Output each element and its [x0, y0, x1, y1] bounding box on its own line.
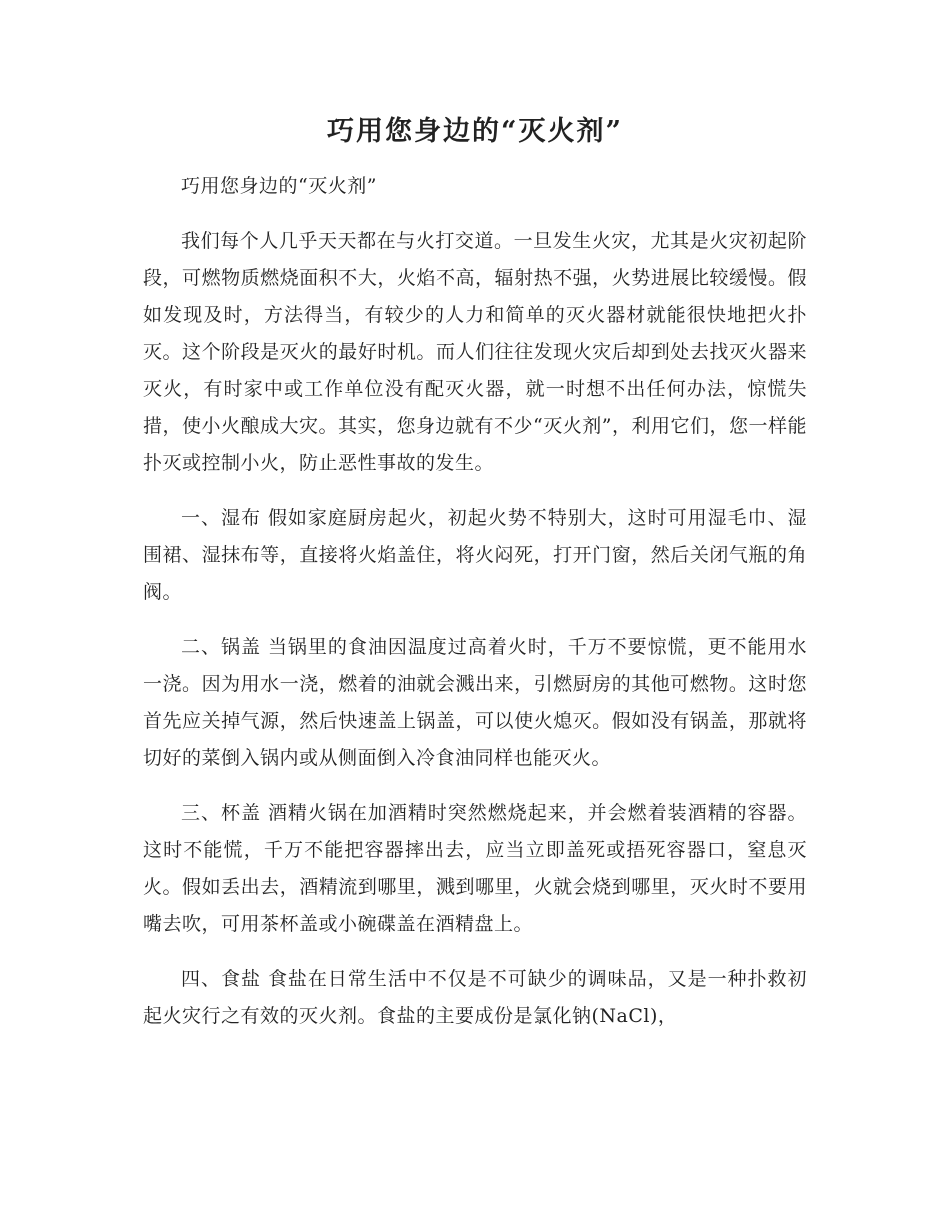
paragraph-salt: 四、食盐 食盐在日常生活中不仅是不可缺少的调味品，又是一种扑救初起火灾行之有效的灭火剂。食盐的主要成份是氯化钠(NaCl)， — [143, 968, 807, 1027]
document-title: 巧用您身边的“灭火剂” — [326, 116, 624, 147]
paragraph-intro: 我们每个人几乎天天都在与火打交道。一旦发生火灾，尤其是火灾初起阶段，可燃物质燃烧面积不大，火焰不高，辐射热不强，火势进展比较缓慢。假如发现及时，方法得当，有较少的人力和简单的灭火器材就能很快地把火扑灭。这个阶段是灭火的最好时机。而人们往往发现火灾后却到处去找灭火器来灭火，有时家中或工作单位没有配灭火器，就一时想不出任何办法，惊慌失措，使小火酿成大灾。其实，您身边就有不少“灭火剂”，利用它们，您一样能扑灭或控制小火，防止恶性事故的发生。 — [143, 230, 807, 474]
paragraph-subtitle: 巧用您身边的“灭火剂” — [181, 175, 377, 197]
paragraph-pot-lid: 二、锅盖 当锅里的食油因温度过高着火时，千万不要惊慌，更不能用水一浇。因为用水一浇，燃着的油就会溅出来，引燃厨房的其他可燃物。这时您首先应关掉气源，然后快速盖上锅盖，可以使火熄灭。假如没有锅盖，那就将切好的菜倒入锅内或从侧面倒入冷食油同样也能灭火。 — [143, 636, 807, 769]
paragraph-cup-lid: 三、杯盖 酒精火锅在加酒精时突然燃烧起来，并会燃着装酒精的容器。这时不能慌，千万不能把容器摔出去，应当立即盖死或捂死容器口，窒息灭火。假如丢出去，酒精流到哪里，溅到哪里，火就会烧到哪里，灭火时不要用嘴去吹，可用茶杯盖或小碗碟盖在酒精盘上。 — [143, 802, 807, 935]
document-body — [143, 168, 807, 1053]
paragraph-wet-cloth: 一、湿布 假如家庭厨房起火，初起火势不特别大，这时可用湿毛巾、湿围裙、湿抹布等，直接将火焰盖住，将火闷死，打开门窗，然后关闭气瓶的角阀。 — [143, 507, 807, 603]
